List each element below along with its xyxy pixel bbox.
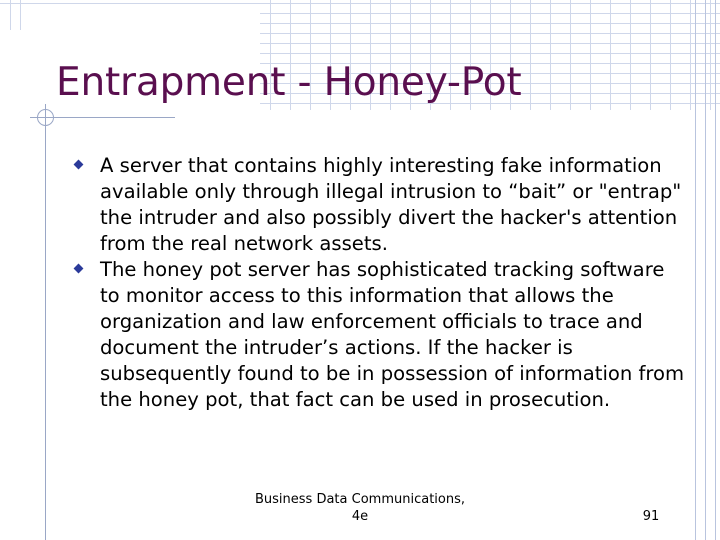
left-margin-line (45, 104, 46, 540)
slide-title: Entrapment - Honey-Pot (56, 60, 522, 105)
bullet-text: The honey pot server has sophisticated tracking software to monitor access to this information that allows the organization and law enforcement officials to trace and document the intruder’s actions. If the hacker is subsequently found to be in possession of information from the honey pot, that fact can be used in prosecution. (100, 258, 685, 411)
bullet-list (100, 153, 690, 413)
bullet-text: A server that contains highly interesting fake information available only through illegal intrusion to “bait” or "entrap" the intruder and also possibly divert the hacker's attention from the real network assets. (100, 154, 682, 255)
slide-footer (255, 491, 465, 525)
bullet-item (100, 257, 690, 413)
footer-line-1: Business Data Communications, (255, 492, 465, 507)
bullet-item (100, 153, 690, 257)
corner-circle-ornament (37, 109, 54, 126)
footer-line-2: 4e (351, 509, 369, 524)
page-number: 91 (642, 509, 660, 524)
